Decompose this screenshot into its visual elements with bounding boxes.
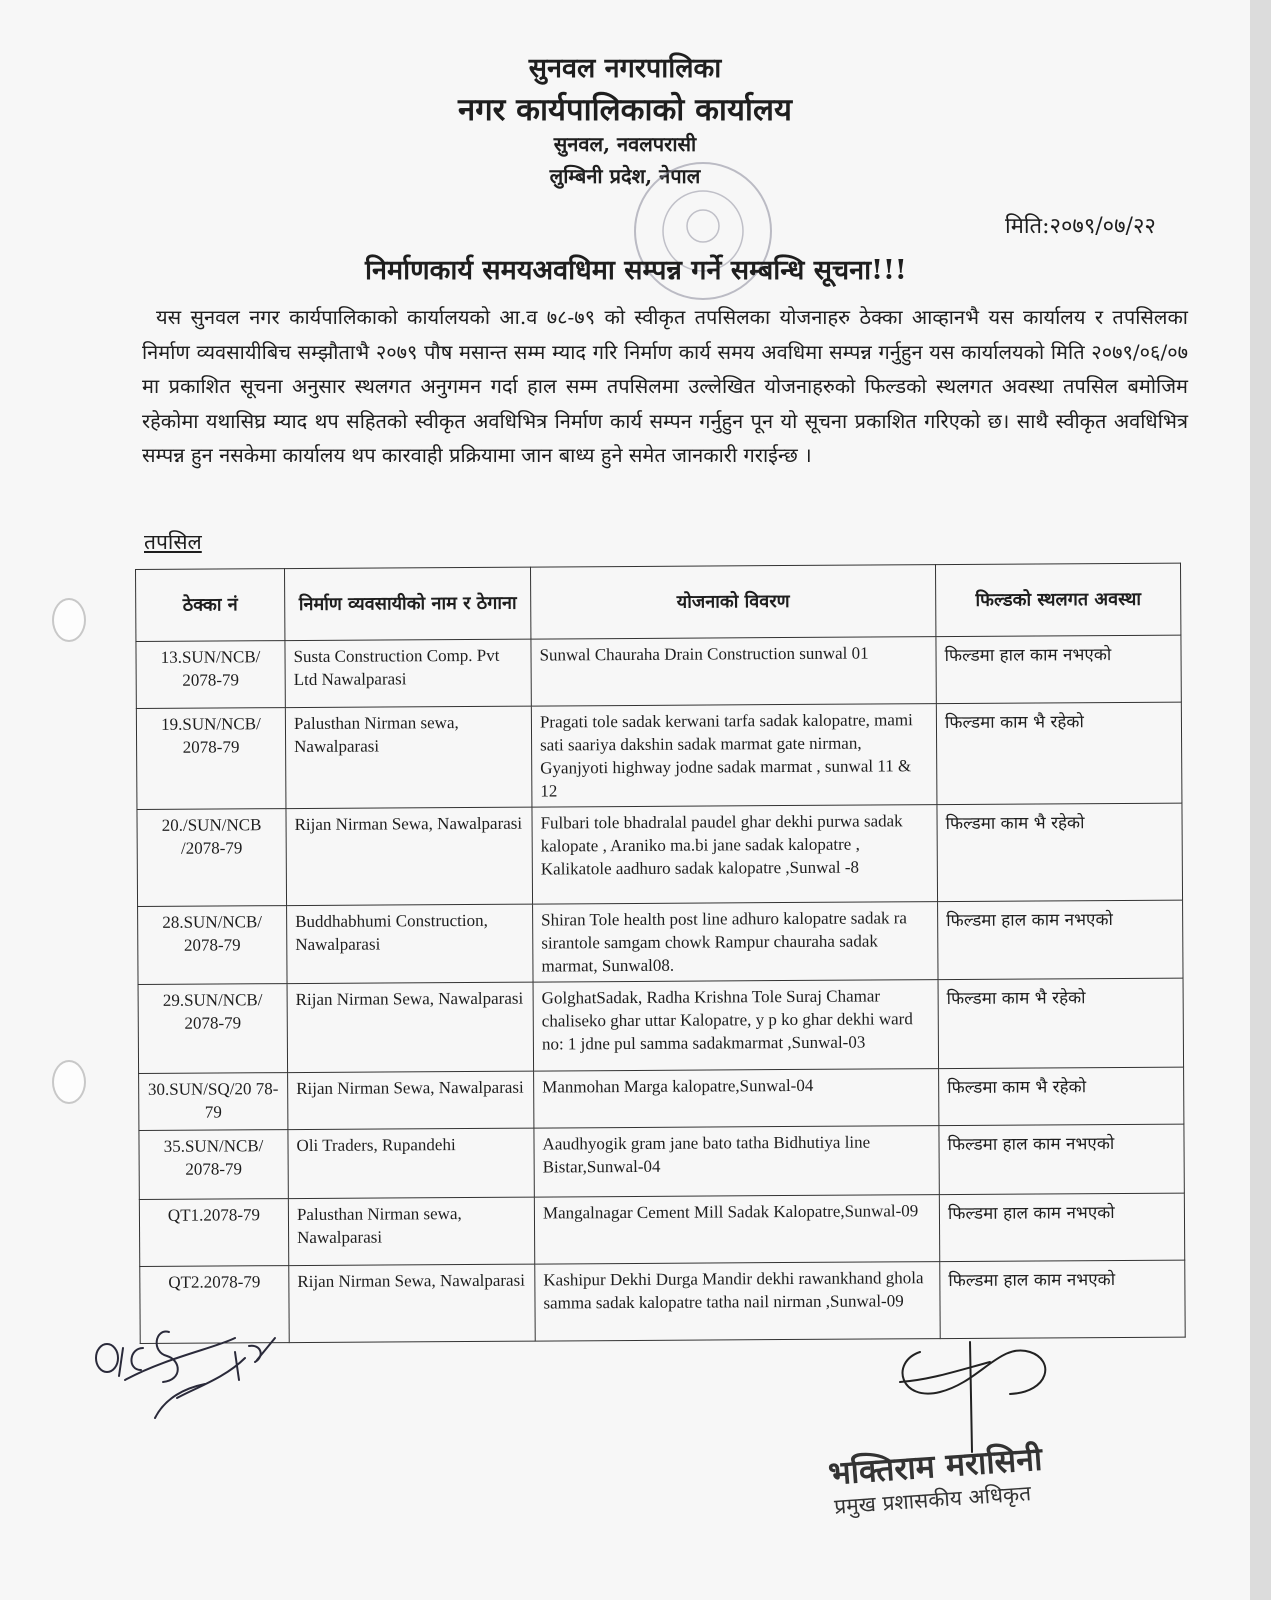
contractor-name: Rijan Nirman Sewa, Nawalparasi [287, 982, 534, 1073]
table-row [138, 978, 1184, 1073]
project-description: Shiran Tole health post line adhuro kalopatre sadak ra sirantole samgam chowk Rampur chauraha sadak marmat, Sunwal08. [533, 902, 938, 982]
contract-no: 13.SUN/NCB/ 2078-79 [136, 641, 285, 709]
contractor-name: Buddhabhumi Construction, Nawalparasi [287, 904, 533, 984]
header-contract-no: ठेक्का नं [136, 569, 285, 642]
contractor-name: Oli Traders, Rupandehi [288, 1128, 534, 1199]
contractor-name: Palusthan Nirman sewa, Nawalparasi [288, 1197, 534, 1266]
notice-title: निर्माणकार्य समयअवधिमा सम्पन्न गर्ने सम्बन्धि सूचना!!! [365, 255, 907, 286]
project-description: Pragati tole sadak kerwani tarfa sadak kalopatre, mami sati saariya dakshin sadak marmat gate nirman, Gyanjyoti highway jodne sadak marmat , sunwal 11 & 12 [531, 704, 937, 807]
signatory-designation: प्रमुख प्रशासकीय अधिकृत [833, 1481, 1032, 1519]
table-row [137, 803, 1183, 906]
address-line-2: लुम्बिनी प्रदेश, नेपाल [549, 164, 701, 188]
punch-hole [52, 1060, 86, 1104]
handwritten-initials [85, 1318, 295, 1433]
table-row [136, 702, 1182, 809]
field-status: फिल्डमा हाल काम नभएको [938, 900, 1183, 979]
contract-no: 28.SUN/NCB/ 2078-79 [138, 906, 287, 985]
field-status: फिल्डमा काम भै रहेको [937, 803, 1183, 901]
field-status: फिल्डमा काम भै रहेको [939, 1067, 1184, 1125]
signatory-name: भक्तिराम मरासिनी [826, 1439, 1044, 1493]
table-row [136, 635, 1181, 708]
contractor-name: Rijan Nirman Sewa, Nawalparasi [288, 1071, 534, 1130]
contractor-name: Palusthan Nirman sewa, Nawalparasi [285, 706, 532, 809]
field-status: फिल्डमा हाल काम नभएको [939, 1193, 1184, 1261]
contract-no: 29.SUN/NCB/ 2078-79 [138, 984, 288, 1074]
contractor-name: Rijan Nirman Sewa, Nawalparasi [289, 1264, 535, 1343]
scan-edge [1250, 0, 1271, 1600]
address-line-1: सुनवल, नवलपरासी [553, 132, 697, 156]
field-status: फिल्डमा हाल काम नभएको [940, 1260, 1185, 1338]
contract-no: 19.SUN/NCB/ 2078-79 [136, 708, 286, 810]
municipality-name: सुनवल नगरपालिका [528, 53, 722, 84]
table-row [139, 1124, 1184, 1199]
header-description: योजनाको विवरण [530, 565, 935, 639]
contract-no: 20./SUN/NCB /2078-79 [137, 809, 287, 907]
table-row [139, 1067, 1184, 1130]
field-status: फिल्डमा काम भै रहेको [936, 702, 1182, 804]
punch-hole [52, 598, 86, 642]
project-description: Kashipur Dekhi Durga Mandir dekhi rawankhand ghola samma sadak kalopatre tatha nail nirman ,Sunwal-09 [535, 1262, 940, 1341]
project-description: Fulbari tole bhadralal paudel ghar dekhi purwa sadak kalopate , Araniko ma.bi jane sadak kalopatre , Kalikatole aadhuro sadak kalopatre ,Sunwal -8 [532, 805, 938, 904]
contract-no: 30.SUN/SQ/20 78-79 [139, 1073, 288, 1131]
field-status: फिल्डमा काम भै रहेको [938, 978, 1184, 1068]
notice-body: यस सुनवल नगर कार्यपालिकाको कार्यालयको आ.व ७८-७९ को स्वीकृत तपसिलका योजनाहरु ठेक्का आव्हानभै यस कार्यालय र तपसिलका निर्माण व्यवसायीबिच सम्झौताभै २०७९ पौष मसान्त सम्म म्याद गरि निर्माण कार्य समय अवधिमा सम्पन्न गर्नुहुन यस कार्यालयको मिति २०७९/०६/०७ मा प्रकाशित सूचना अनुसार स्थलगत अनुगमन गर्दा हाल सम्म तपसिलमा उल्लेखित योजनाहरुको फिल्डको स्थलगत अवस्था तपसिल बमोजिम रहेकोमा यथासिघ्र म्याद थप सहितको स्वीकृत अवधिभित्र निर्माण कार्य सम्पन गर्नुहुन पून यो सूचना प्रकाशित गरिएको छ। साथै स्वीकृत अवधिभित्र सम्पन्न हुन नसकेमा कार्यालय थप कारवाही प्रक्रियामा जान बाध्य हुने समेत जानकारी गराईन्छ । [142, 305, 1188, 467]
field-status: फिल्डमा हाल काम नभएको [936, 635, 1181, 703]
table-header-row [136, 563, 1181, 641]
project-description: Sunwal Chauraha Drain Construction sunwal 01 [531, 637, 936, 706]
section-label: तपसिल [144, 530, 202, 554]
project-table [135, 563, 1186, 1344]
contract-no: QT1.2078-79 [139, 1199, 288, 1267]
project-description: Mangalnagar Cement Mill Sadak Kalopatre,Sunwal-09 [534, 1195, 939, 1264]
project-description: Manmohan Marga kalopatre,Sunwal-04 [534, 1069, 939, 1128]
contract-no: 35.SUN/NCB/ 2078-79 [139, 1130, 288, 1200]
header-status: फिल्डको स्थलगत अवस्था [935, 563, 1180, 636]
header-contractor: निर्माण व्यवसायीको नाम र ठेगाना [285, 567, 531, 641]
table-row [138, 900, 1183, 984]
project-description: GolghatSadak, Radha Krishna Tole Suraj Chamar chaliseko ghar uttar Kalopatre, y p ko ghar dekhi ward no: 1 jdne pul samma sadakmarmat ,Sunwal-03 [533, 980, 939, 1071]
notice-date: मिति:२०७९/०७/२२ [1005, 214, 1156, 239]
field-status: फिल्डमा हाल काम नभएको [939, 1124, 1184, 1194]
project-description: Aaudhyogik gram jane bato tatha Bidhutiya line Bistar,Sunwal-04 [534, 1126, 939, 1197]
office-name: नगर कार्यपालिकाको कार्यालय [458, 92, 792, 128]
contractor-name: Rijan Nirman Sewa, Nawalparasi [286, 807, 533, 906]
table-row [139, 1193, 1184, 1266]
contractor-name: Susta Construction Comp. Pvt Ltd Nawalparasi [285, 639, 531, 708]
contract-no: QT2.2078-79 [140, 1266, 289, 1344]
